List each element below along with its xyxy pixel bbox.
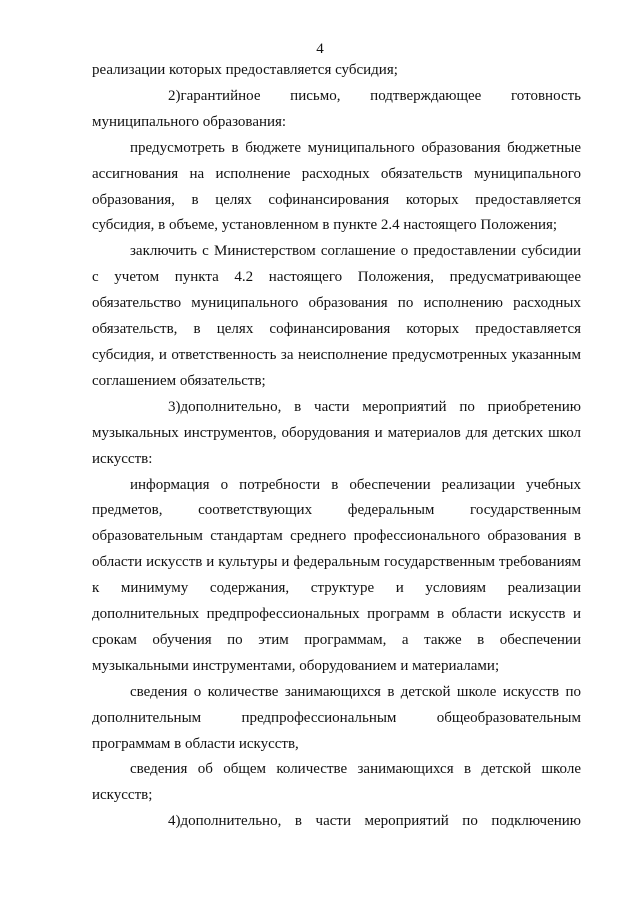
document-body	[92, 58, 581, 835]
paragraph-text: заключить с Министерством соглашение о предоставлении субсидии с учетом пункта 4.2 настоящего Положения, предусматривающее обязательство муниципального образования по исполнению расходных обязательств, в целях софинансирования которых предоставляется субсидия, и ответственность за неисполнение предусмотренных указанным соглашением обязательств;	[92, 243, 581, 389]
paragraph-agreement	[92, 239, 581, 394]
paragraph-total-students	[92, 757, 581, 809]
list-item-number: 4)	[168, 813, 181, 830]
paragraph-continuation	[92, 58, 581, 84]
list-item-number: 3)	[168, 398, 181, 415]
paragraph-text: информация о потребности в обеспечении реализации учебных предметов, соответствующих федеральным государственным образовательным стандартам среднего профессионального образования в области искусств и культуры и федеральным государственным требованиям к минимуму содержания, структуре и условиям реализации дополнительных предпрофессиональных программ в области искусств и срокам обучения по этим программам, а также в обеспечении музыкальными инструментами, оборудованием и материалами;	[92, 476, 581, 674]
paragraph-text: сведения о количестве занимающихся в детской школе искусств по дополнительным предпрофессиональным общеобразовательным программам в области искусств,	[92, 683, 581, 752]
paragraph-text: дополнительно, в части мероприятий по подключению	[180, 813, 581, 830]
list-item-number: 2)	[168, 87, 181, 104]
paragraph-text: гарантийное письмо, подтверждающее готовность муниципального образования:	[92, 87, 581, 130]
paragraph-text: сведения об общем количестве занимающихся в детской школе искусств;	[92, 761, 581, 804]
paragraph-budget	[92, 136, 581, 240]
list-item-4	[92, 809, 581, 835]
page-number: 4	[316, 41, 324, 57]
list-item-3	[92, 395, 581, 473]
paragraph-needs-info	[92, 473, 581, 680]
list-item-2	[92, 84, 581, 136]
paragraph-text: реализации которых предоставляется субсидия;	[92, 62, 398, 78]
paragraph-students-count	[92, 680, 581, 758]
paragraph-text: предусмотреть в бюджете муниципального образования бюджетные ассигнования на исполнение расходных обязательств муниципального образования, в целях софинансирования которых предоставляется субсидия, в объеме, установленном в пункте 2.4 настоящего Положения;	[92, 139, 581, 234]
paragraph-text: дополнительно, в части мероприятий по приобретению музыкальных инструментов, оборудования и материалов для детских школ искусств:	[92, 398, 581, 467]
